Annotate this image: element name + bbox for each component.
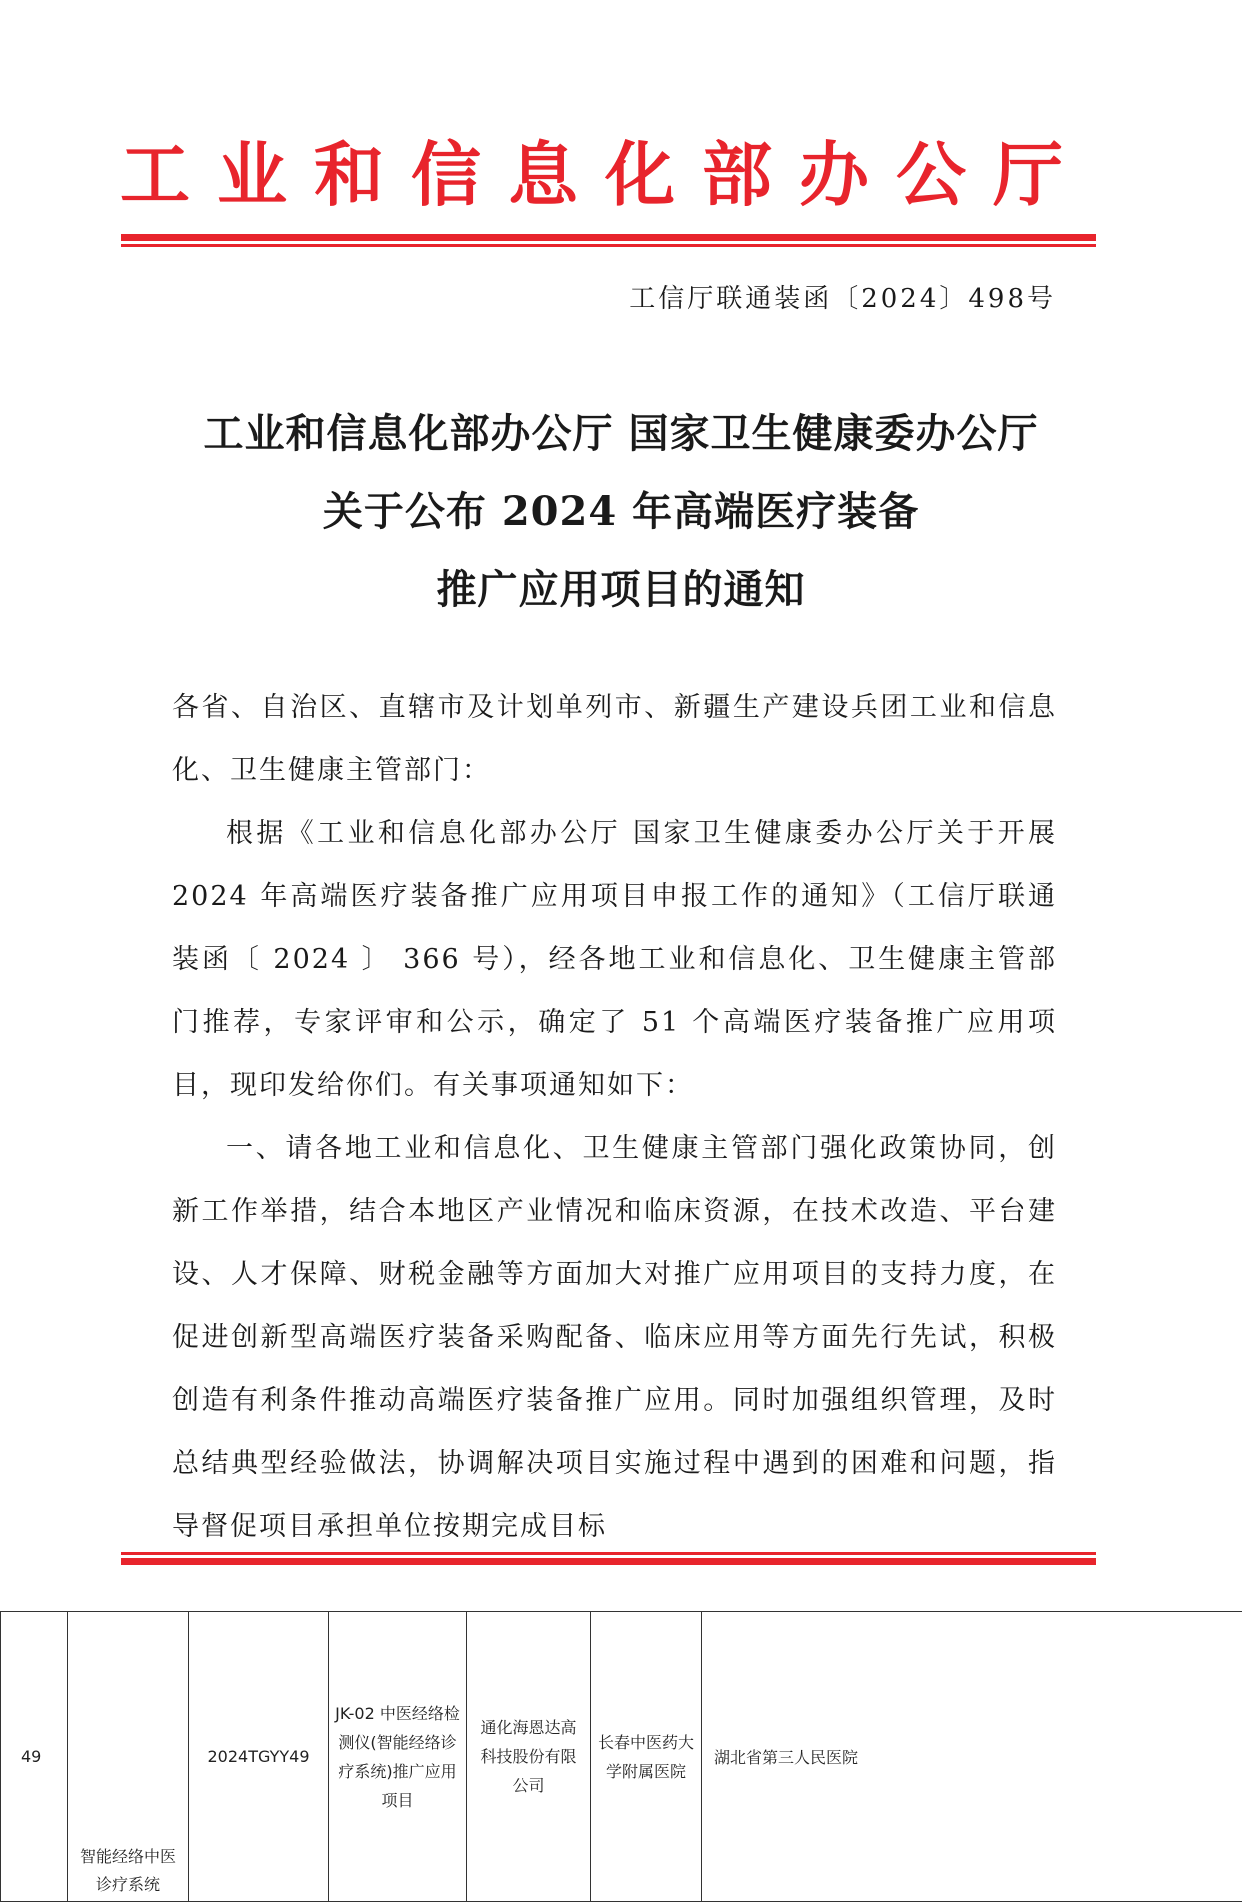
table-row xyxy=(1,1612,1242,1902)
seq-cell: 49 xyxy=(1,1612,68,1902)
issuer-header: 工业和信息化部办公厅 xyxy=(120,140,1020,210)
salutation: 各省、自治区、直辖市及计划单列市、新疆生产建设兵团工业和信息化、卫生健康主管部门： xyxy=(172,676,1057,802)
paragraph-1: 根据《工业和信息化部办公厅 国家卫生健康委办公厅关于开展 2024 年高端医疗装备推广应用项目申报工作的通知》（工信厅联通装函〔 2024 〕 366 号），经各地工业和信息化、卫生健康主管部门推荐，专家评审和公示，确定了 51 个高端医疗装备推广应用项目，现印发给你们。有关事项通知如下： xyxy=(172,802,1057,1117)
partner-cell: 湖北省第三人民医院 xyxy=(702,1612,1242,1902)
category-cell: 智能经络中医诊疗系统 xyxy=(68,1612,189,1902)
code-cell: 2024TGYY49 xyxy=(189,1612,329,1902)
title-line-3: 推广应用项目的通知 xyxy=(0,551,1242,629)
manufacturer-cell: 通化海恩达高科技股份有限公司 xyxy=(467,1612,591,1902)
document-number: 工信厅联通装函〔2024〕498号 xyxy=(629,278,1056,315)
project-cell: JK-02 中医经络检测仪(智能经络诊疗系统)推广应用项目 xyxy=(329,1612,467,1902)
annex-table xyxy=(0,1611,1242,1902)
document-body xyxy=(172,676,1057,1558)
lead-unit-cell: 长春中医药大学附属医院 xyxy=(591,1612,702,1902)
paragraph-2: 一、请各地工业和信息化、卫生健康主管部门强化政策协同，创新工作举措，结合本地区产业情况和临床资源，在技术改造、平台建设、人才保障、财税金融等方面加大对推广应用项目的支持力度，在促进创新型高端医疗装备采购配备、临床应用等方面先行先试，积极创造有利条件推动高端医疗装备推广应用。同时加强组织管理，及时总结典型经验做法，协调解决项目实施过程中遇到的困难和问题，指导督促项目承担单位按期完成目标 xyxy=(172,1117,1057,1558)
title-line-2: 关于公布 2024 年高端医疗装备 xyxy=(0,473,1242,551)
title-line-1: 工业和信息化部办公厅 国家卫生健康委办公厅 xyxy=(0,395,1242,473)
footer-divider xyxy=(121,1552,1096,1565)
header-divider xyxy=(121,234,1096,247)
document-title xyxy=(0,395,1242,629)
